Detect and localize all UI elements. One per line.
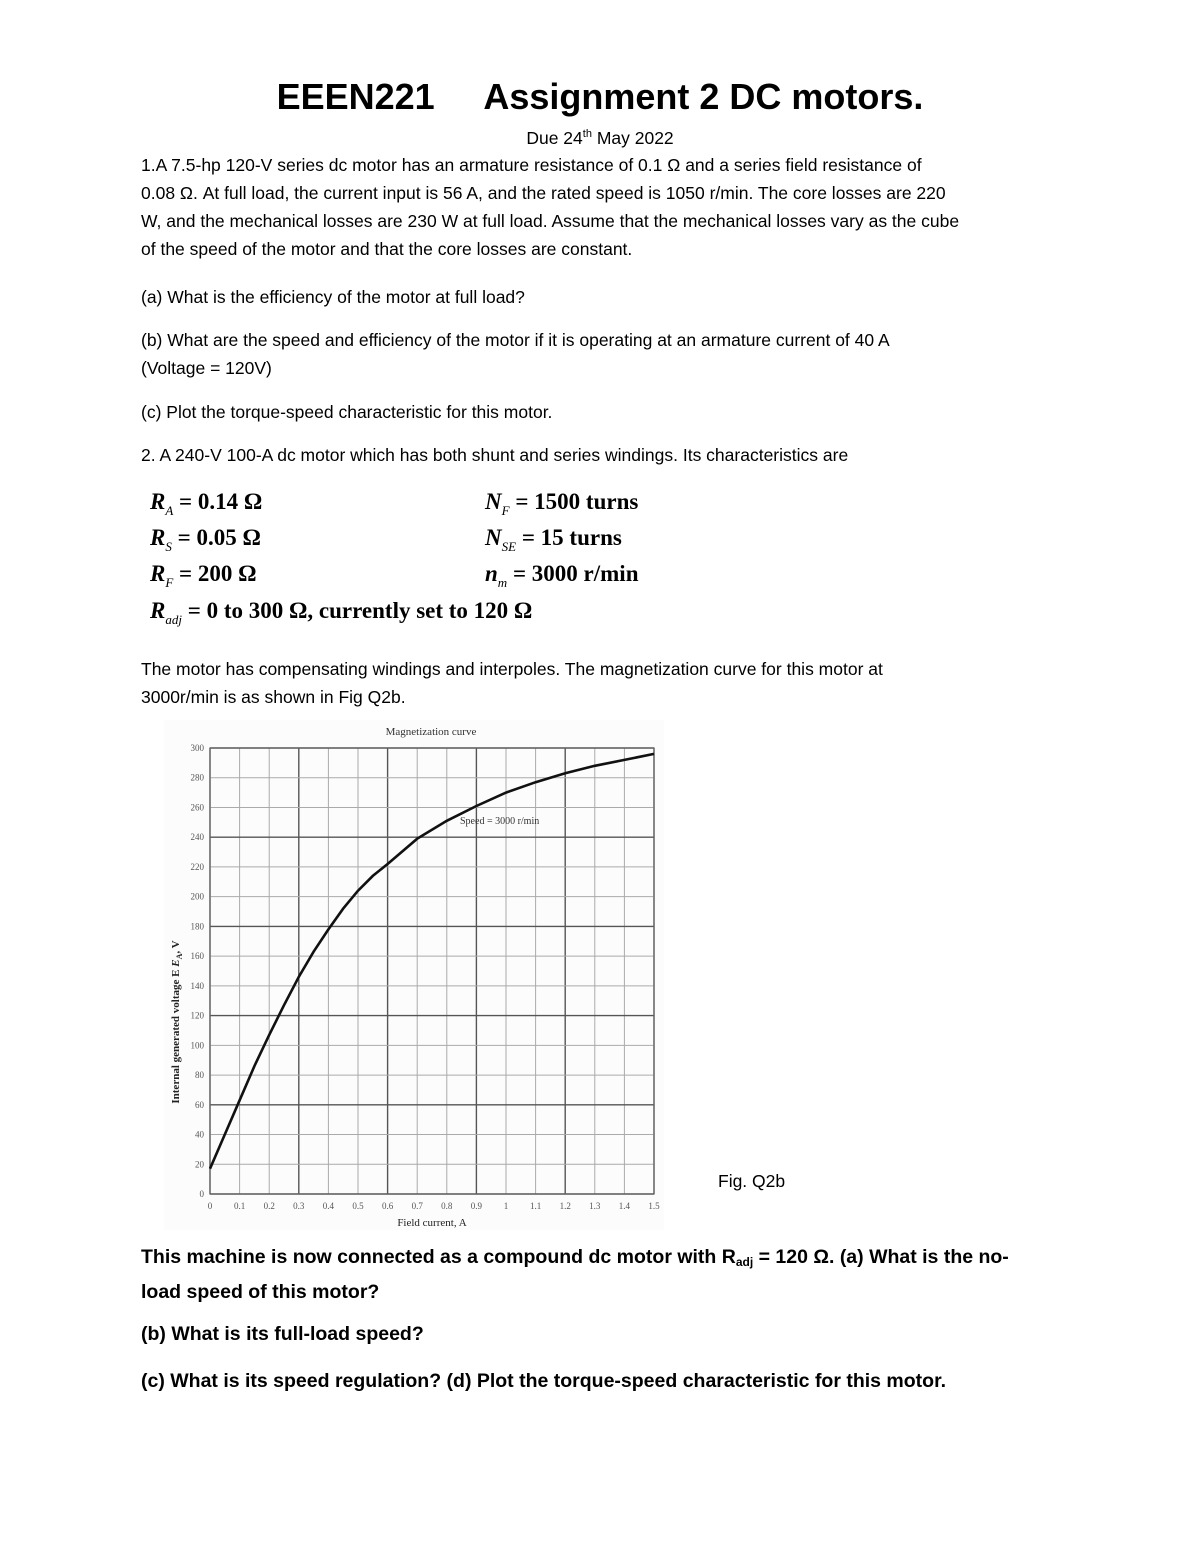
x-tick-label: 0 xyxy=(207,1201,213,1211)
x-tick-label: 0.3 xyxy=(293,1201,305,1211)
q2-intro: 2. A 240-V 100-A dc motor which has both shunt and series windings. Its characteristics are xyxy=(141,445,849,465)
y-tick-label: 180 xyxy=(190,921,204,932)
param-nm: $n_m = 3000$ r/min xyxy=(485,561,639,590)
param-radj: $R_{adj} = 0$ to 300 Ω, currently set to 120 Ω xyxy=(150,598,533,627)
y-tick-label: 100 xyxy=(190,1040,204,1051)
y-tick-label: 200 xyxy=(190,891,204,902)
speed-annotation: Speed = 3000 r/min xyxy=(460,816,540,827)
x-tick-label: 1 xyxy=(503,1201,509,1211)
x-tick-label: 1.3 xyxy=(589,1201,601,1211)
y-tick-label: 260 xyxy=(190,802,204,813)
chart-title: Magnetization curve xyxy=(385,726,477,738)
x-tick-label: 0.8 xyxy=(441,1201,453,1211)
figure-label: Fig. Q2b xyxy=(718,1171,786,1191)
q1-part-c: (c) Plot the torque-speed characteristic for this motor. xyxy=(141,402,553,422)
param-ra: $R_A = 0.14$ Ω xyxy=(150,489,263,518)
y-axis-label: Internal generated voltage E $E_A$, V xyxy=(170,940,184,1104)
x-tick-label: 1.5 xyxy=(648,1201,660,1211)
magnetization-chart-svg xyxy=(164,720,664,1230)
param-rf: $R_F = 200$ Ω xyxy=(150,561,257,590)
x-tick-label: 0.1 xyxy=(233,1201,246,1211)
x-tick-label: 0.9 xyxy=(470,1201,483,1211)
x-axis-label: Field current, A xyxy=(397,1217,467,1229)
x-tick-label: 1.2 xyxy=(559,1201,571,1211)
q2-part-b: (b) What is its full-load speed? xyxy=(141,1323,424,1345)
x-tick-label: 0.6 xyxy=(381,1201,394,1211)
document-title: EEEN221 Assignment 2 DC motors. xyxy=(276,76,924,117)
y-tick-label: 60 xyxy=(195,1099,204,1110)
q1-intro: 1.A 7.5-hp 120-V series dc motor has an armature resistance of 0.1 Ω and a series field resistance of 0.08 Ω. At full load, the current input is 56 A, and the rated speed is 1050 r/min. The core losses are 220 W, and the mechanical losses are 230 W at full load. Assume that the mechanical losses vary as the cube of the speed of the motor and that the core losses are constant. xyxy=(141,155,960,259)
param-rs: $R_S = 0.05$ Ω xyxy=(150,525,261,554)
q1-part-a: (a) What is the efficiency of the motor at full load? xyxy=(141,287,525,307)
param-nf: $N_F = 1500$ turns xyxy=(485,489,639,518)
y-tick-label: 120 xyxy=(190,1010,204,1021)
y-tick-label: 0 xyxy=(199,1189,204,1199)
y-tick-label: 240 xyxy=(190,832,204,843)
q2-magnetization-text: The motor has compensating windings and interpoles. The magnetization curve for this motor at 3000r/min is as shown in Fig Q2b. xyxy=(141,659,883,707)
y-tick-label: 80 xyxy=(195,1070,204,1081)
y-tick-label: 20 xyxy=(195,1159,204,1170)
x-tick-label: 1.4 xyxy=(618,1201,631,1211)
x-tick-label: 0.4 xyxy=(322,1201,335,1211)
q2-part-c-d: (c) What is its speed regulation? (d) Plot the torque-speed characteristic for this motor. xyxy=(141,1370,947,1392)
q1-part-b: (b) What are the speed and efficiency of the motor if it is operating at an armature current of 40 A (Voltage = 120V) xyxy=(141,330,890,378)
y-tick-label: 300 xyxy=(190,743,204,753)
magnetization-chart xyxy=(164,720,664,1230)
x-tick-label: 0.5 xyxy=(352,1201,364,1211)
x-tick-label: 0.2 xyxy=(263,1201,275,1211)
y-tick-label: 160 xyxy=(190,951,204,962)
q2-compound-question: This machine is now connected as a compound dc motor with $R_{adj} = 120$ Ω. (a) What is the no- load speed of this motor? xyxy=(141,1246,1009,1303)
y-tick-label: 140 xyxy=(190,980,204,991)
due-date: Due 24th May 2022 xyxy=(526,128,674,148)
x-tick-label: 0.7 xyxy=(411,1201,423,1211)
y-tick-label: 40 xyxy=(195,1129,204,1140)
param-nse: $N_{SE} = 15$ turns xyxy=(485,525,622,554)
y-tick-label: 280 xyxy=(190,772,204,783)
x-tick-label: 1.1 xyxy=(529,1201,542,1211)
y-tick-label: 220 xyxy=(190,861,204,872)
